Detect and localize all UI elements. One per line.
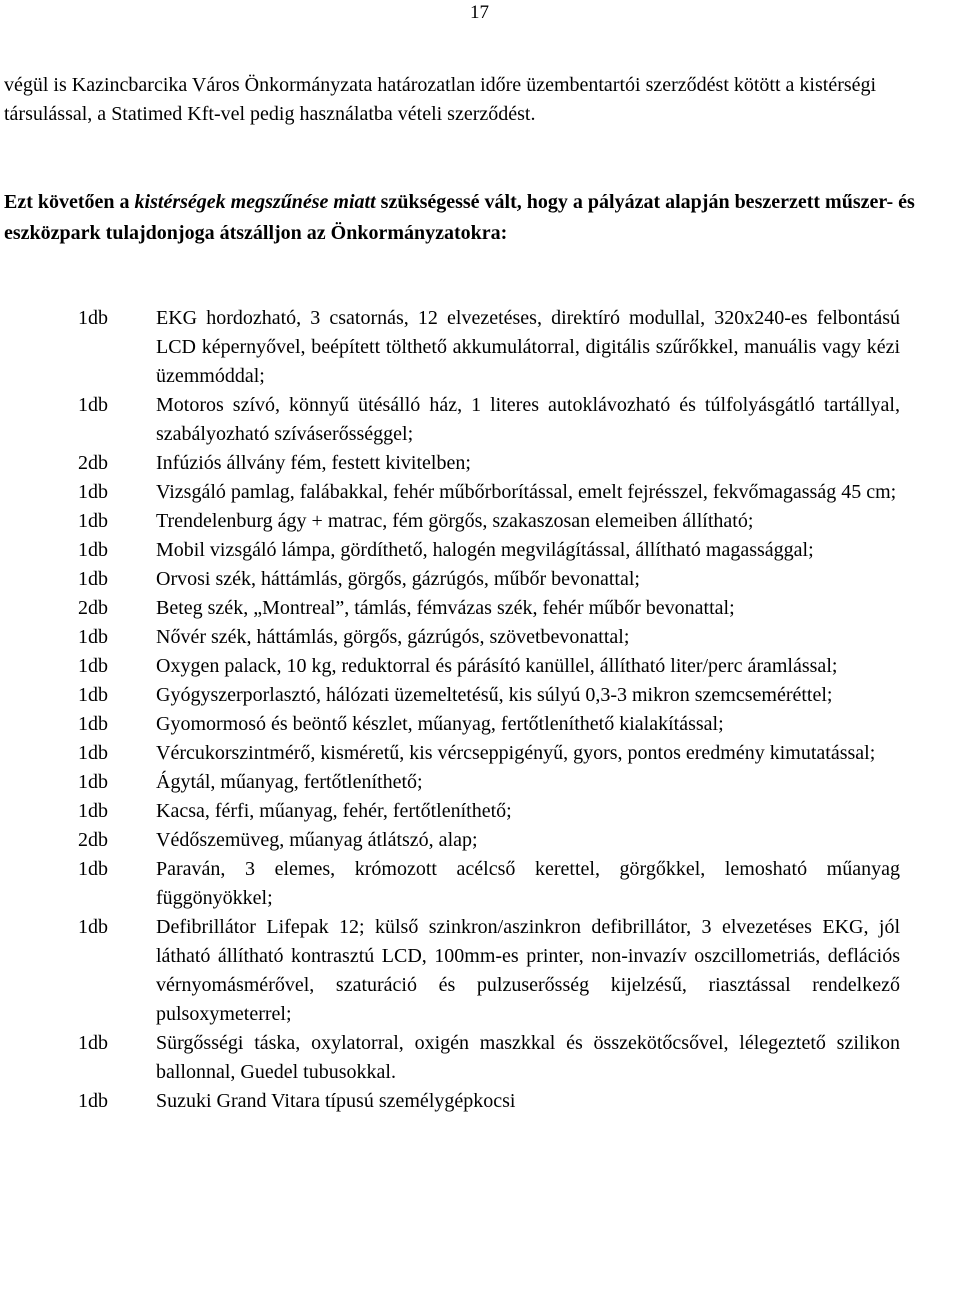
list-item	[0, 623, 960, 652]
item-quantity: 1db	[78, 858, 108, 880]
item-description: Orvosi szék, háttámlás, görgős, gázrúgós, műbőr bevonattal;	[156, 568, 640, 590]
item-quantity: 2db	[78, 597, 108, 619]
list-item	[0, 1029, 960, 1087]
item-description: Vizsgáló pamlag, falábakkal, fehér műbőrborítással, emelt fejrésszel, fekvőmagasság 45 cm;	[156, 481, 897, 503]
list-item	[0, 710, 960, 739]
list-item	[0, 391, 960, 449]
item-quantity: 1db	[78, 481, 108, 503]
item-description: EKG hordozható, 3 csatornás, 12 elvezetéses, direktíró modullal, 320x240-es felbontású LCD képernyővel, beépített tölthető akkumulátorral, digitális szűrőkkel, manuális vagy kézi üzemmóddal;	[156, 307, 900, 387]
item-quantity: 1db	[78, 742, 108, 764]
item-quantity: 1db	[78, 713, 108, 735]
transfer-paragraph	[4, 187, 956, 249]
list-item	[0, 536, 960, 565]
item-quantity: 2db	[78, 452, 108, 474]
item-description: Paraván, 3 elemes, krómozott acélcső kerettel, görgőkkel, lemosható műanyag függönyökkel;	[156, 858, 900, 909]
page-number: 17	[470, 2, 489, 23]
item-description: Trendelenburg ágy + matrac, fém görgős, szakaszosan elemeiben állítható;	[156, 510, 754, 532]
list-item	[0, 768, 960, 797]
item-quantity: 1db	[78, 568, 108, 590]
item-description: Defibrillátor Lifepak 12; külső szinkron/aszinkron defibrillátor, 3 elvezetéses EKG, jól látható állítható kontrasztú LCD, 100mm-es printer, non-invazív oszcillometriás, deflációs vérnyomásmérővel, szaturáció és pulzuserősség kijelzésű, riasztással rendelkező pulsoxymeterrel;	[156, 916, 900, 1025]
item-description: Gyomormosó és beöntő készlet, műanyag, fertőtleníthető kialakítással;	[156, 713, 724, 735]
transfer-paragraph-part1: Ezt követően a	[4, 191, 135, 213]
item-description: Nővér szék, háttámlás, görgős, gázrúgós, szövetbevonattal;	[156, 626, 630, 648]
item-quantity: 1db	[78, 1090, 108, 1112]
equipment-list	[0, 304, 960, 1116]
item-description: Védőszemüveg, műanyag átlátszó, alap;	[156, 829, 478, 851]
item-description: Gyógyszerporlasztó, hálózati üzemeltetésű, kis súlyú 0,3-3 mikron szemcseméréttel;	[156, 684, 833, 706]
item-quantity: 1db	[78, 626, 108, 648]
transfer-paragraph-italic: kistérségek megszűnése miatt	[134, 191, 376, 213]
list-item	[0, 797, 960, 826]
item-description: Motoros szívó, könnyű ütésálló ház, 1 literes autoklávozható és túlfolyásgátló tartállyal, szabályozható szíváserősséggel;	[156, 394, 900, 445]
list-item	[0, 652, 960, 681]
item-description: Ágytál, műanyag, fertőtleníthető;	[156, 771, 423, 793]
list-item	[0, 826, 960, 855]
list-item	[0, 594, 960, 623]
item-description: Beteg szék, „Montreal”, támlás, fémvázas szék, fehér műbőr bevonattal;	[156, 597, 735, 619]
item-quantity: 1db	[78, 800, 108, 822]
list-item	[0, 1087, 960, 1116]
item-description: Kacsa, férfi, műanyag, fehér, fertőtleníthető;	[156, 800, 512, 822]
list-item	[0, 855, 960, 913]
list-item	[0, 739, 960, 768]
intro-paragraph: végül is Kazincbarcika Város Önkormányzata határozatlan időre üzembentartói szerződést kötött a kistérségi társulással, a Statimed Kft-vel pedig használatba vételi szerződést.	[4, 74, 877, 125]
item-quantity: 1db	[78, 1032, 108, 1054]
item-quantity: 1db	[78, 394, 108, 416]
list-item	[0, 449, 960, 478]
item-description: Sürgősségi táska, oxylatorral, oxigén maszkkal és összekötőcsővel, lélegeztető szilikon ballonnal, Guedel tubusokkal.	[156, 1032, 900, 1083]
list-item	[0, 681, 960, 710]
item-quantity: 1db	[78, 539, 108, 561]
list-item	[0, 565, 960, 594]
item-quantity: 1db	[78, 655, 108, 677]
list-item	[0, 507, 960, 536]
item-quantity: 1db	[78, 510, 108, 532]
item-description: Oxygen palack, 10 kg, reduktorral és párásító kanüllel, állítható liter/perc áramlással;	[156, 655, 838, 677]
transfer-paragraph-part2: szükségessé vált, hogy a pályázat alapján beszerzett műszer- és eszközpark tulajdonjoga átszálljon az Önkormányzatokra:	[4, 191, 915, 244]
item-quantity: 2db	[78, 829, 108, 851]
item-description: Vércukorszintmérő, kisméretű, kis vércseppigényű, gyors, pontos eredmény kimutatással;	[156, 742, 876, 764]
item-description: Infúziós állvány fém, festett kivitelben;	[156, 452, 471, 474]
item-description: Mobil vizsgáló lámpa, gördíthető, halogén megvilágítással, állítható magassággal;	[156, 539, 814, 561]
item-quantity: 1db	[78, 771, 108, 793]
list-item	[0, 304, 960, 391]
list-item	[0, 478, 960, 507]
item-quantity: 1db	[78, 684, 108, 706]
list-item	[0, 913, 960, 1029]
item-description: Suzuki Grand Vitara típusú személygépkocsi	[156, 1090, 516, 1112]
item-quantity: 1db	[78, 307, 108, 329]
item-quantity: 1db	[78, 916, 108, 938]
